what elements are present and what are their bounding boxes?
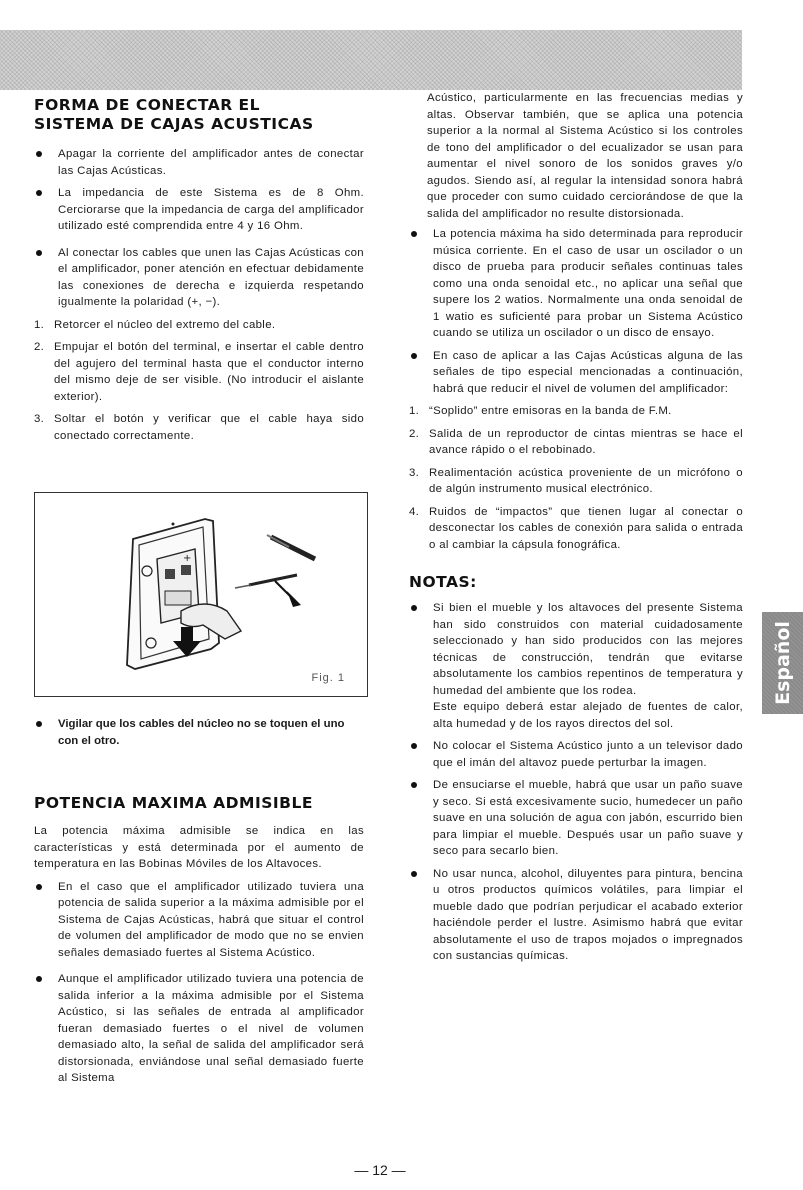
list-item: 3. Soltar el botón y verificar que el cable haya sido conectado correctamente.	[34, 413, 364, 442]
list-item: 2. Empujar el botón del terminal, e insertar el cable dentro del agujero del terminal hasta que el conductor interno del mismo deje de ser visible. (No introducir el aislante exterior).	[34, 341, 364, 403]
list-item: Al conectar los cables que unen las Cajas Acústicas con el amplificador, poner atención en efectuar debidamente las conexiones de derecha e izquierda respetando igualmente la polaridad (+, −).	[34, 245, 364, 311]
bullet-icon	[36, 190, 42, 196]
terminal-illustration	[35, 493, 366, 695]
list-item: No usar nunca, alcohol, diluyentes para pintura, bencina u otros productos químicos volátiles, para limpiar el mueble dado que podrían perjudicar el acabado exterior haciéndole perder el lustre. Asimismo habrá que evitar absolutamente el uso de trapos mojados o impregnados con sustancias químicas.	[409, 866, 743, 965]
list-item: Vigilar que los cables del núcleo no se toquen el uno con el otro.	[34, 716, 364, 750]
list-item: En el caso que el amplificador utilizado tuviera una potencia de salida superior a la máxima admisible por el Sistema de Cajas Acústicas, habrá que situar el control de volumen del amplificador de modo que no se envien señales demasiado fuertes al Sistema Acústico.	[34, 879, 364, 962]
left-column	[34, 96, 364, 450]
bullet-icon	[36, 721, 42, 727]
list-item: En caso de aplicar a las Cajas Acústicas alguna de las señales de tipo especial mencionadas a continuación, habrá que reducir el nivel de volumen del amplificador:	[409, 348, 743, 398]
list-item: La potencia máxima ha sido determinada para reproducir música corriente. En el caso de usar un oscilador o un disco de prueba para producir señales continuas tales como una onda senoidal etc., no aplicar una señal que supere los 2 watios. Normalmente una onda senoidal de 1 watio es suficienté para probar un Sistema Acústico cuando se utiliza un oscilador o un disco de ensayo.	[409, 226, 743, 342]
page-number: — 12 —	[354, 1162, 406, 1178]
section-title-connect: FORMA DE CONECTAR EL SISTEMA DE CAJAS ACUSTICAS	[34, 96, 314, 133]
bullet-icon	[411, 743, 417, 749]
list-item: 3. Realimentación acústica proveniente de un micrófono o de algún instrumento musical electrónico.	[409, 466, 743, 495]
notes-list	[409, 600, 743, 965]
power-intro: La potencia máxima admisible se indica en las características y está determinada por el aumento de temperatura en las Bobinas Móviles de los Altavoces.	[34, 825, 364, 870]
list-item: 2. Salida de un reproductor de cintas mientras se hace el avance rápido o el rebobinado.	[409, 427, 743, 456]
list-item: No colocar el Sistema Acústico junto a un televisor dado que el imán del altavoz puede perturbar la imagen.	[409, 738, 743, 771]
special-signals-list	[409, 403, 743, 553]
list-item: 4. Ruidos de “impactos” que tienen lugar al conectar o desconectar los cables de conexión para salida o entrada o al cambiar la cápsula fonográfica.	[409, 505, 743, 551]
svg-text:+: +	[183, 553, 192, 564]
language-tab-label: Español	[771, 621, 794, 705]
bullet-icon	[411, 871, 417, 877]
language-tab	[762, 612, 803, 714]
warning-note	[34, 716, 364, 756]
power-bullets-continued	[409, 226, 743, 397]
list-item: 1. Retorcer el núcleo del extremo del cable.	[34, 318, 276, 331]
section-title-notes: NOTAS:	[409, 573, 477, 591]
header-band	[0, 30, 742, 90]
section-title-power: POTENCIA MAXIMA ADMISIBLE	[34, 794, 313, 812]
list-item: 1. “Soplido” entre emisoras en la banda de F.M.	[409, 405, 672, 417]
right-column	[409, 90, 743, 971]
figure-terminal-connection	[34, 492, 368, 697]
connect-bullets	[34, 146, 364, 311]
bullet-icon	[411, 231, 417, 237]
power-bullets	[34, 879, 364, 1087]
connect-steps	[34, 317, 364, 445]
bullet-icon	[36, 884, 42, 890]
list-item: Si bien el mueble y los altavoces del presente Sistema han sido construidos con material cuidadosamente seleccionado y han sido producidos con las mejores técnicas de construcción, tendrán que evitarse absolutamente los cambios repentinos de temperatura y humedad del ambiente que los rodea. Este equipo deberá estar alejado de fuentes de calor, alta humedad y de los rayos directos del sol.	[409, 600, 743, 732]
bullet-icon	[36, 250, 42, 256]
bullet-icon	[411, 353, 417, 359]
bullet-icon	[411, 782, 417, 788]
section-power	[34, 794, 364, 1093]
bullet-icon	[36, 976, 42, 982]
bullet-icon	[36, 151, 42, 157]
figure-caption: Fig. 1	[311, 672, 345, 684]
list-item: Apagar la corriente del amplificador antes de conectar las Cajas Acústicas.	[34, 146, 364, 179]
list-item: Aunque el amplificador utilizado tuviera una potencia de salida inferior a la máxima admisible por el Sistema Acústico, si las señales de entrada al amplificador fueran demasiado fuertes o el nivel de volumen demasiado alto, la señal de salida del amplificador será distorsionada, enviándose unal señal demasiado fuerte al Sistema	[34, 971, 364, 1087]
bullet-icon	[411, 605, 417, 611]
list-item: La impedancia de este Sistema es de 8 Ohm. Cerciorarse que la impedancia de carga del amplificador utilizado esté comprendida entre 4 y 16 Ohm.	[34, 185, 364, 235]
list-item: De ensuciarse el mueble, habrá que usar un paño suave y seco. Si está excesivamente sucio, humedecer un paño suave en una solución de agua con jabón, escurrido bien para limpiar el mueble. Después usar un paño suave y seco para secarlo bien.	[409, 777, 743, 860]
continuation-paragraph: Acústico, particularmente en las frecuencias medias y altas. Observar también, que se aplica una potencia superior a la normal al Sistema Acústico si los controles de tono del amplificador o del ecualizador se usan para aumentar el nivel sonoro de los sonidos graves y/o agudos. Siendo así, al regular la intensidad sonora habrá que proceder con sumo cuidado cerciorándose de que la salida del amplificador no resulte distorsionada.	[427, 92, 743, 220]
